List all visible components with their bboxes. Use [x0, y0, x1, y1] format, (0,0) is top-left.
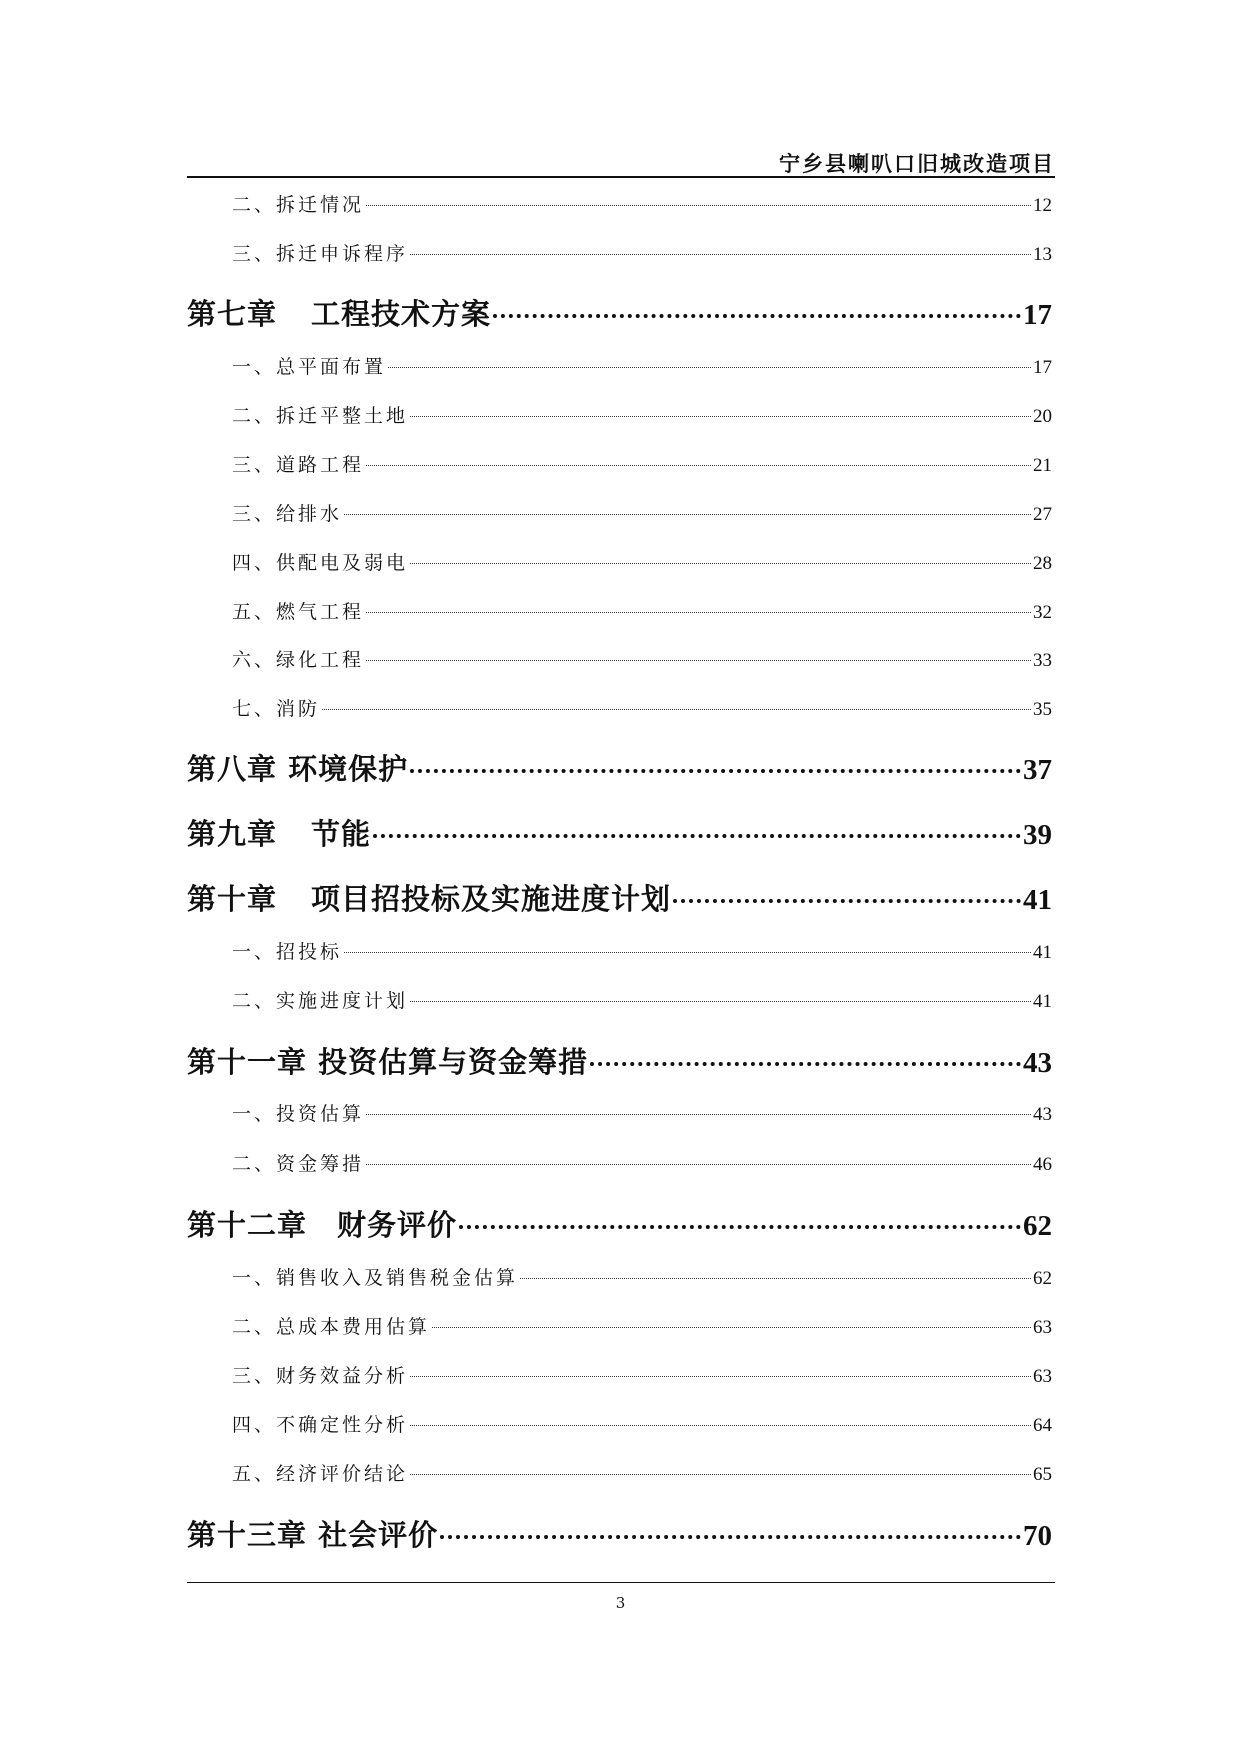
toc-entry-title: 二、拆迁平整土地 [232, 405, 409, 427]
toc-chapter-entry[interactable] [187, 812, 1052, 856]
toc-section-entry[interactable] [232, 1459, 1052, 1489]
toc-section-entry[interactable] [232, 450, 1052, 480]
toc-chapter-entry[interactable] [187, 1203, 1052, 1247]
toc-entry-title: 五、经济评价结论 [232, 1463, 409, 1485]
toc-page-number: 43 [1033, 1104, 1052, 1125]
toc-section-entry[interactable] [232, 1263, 1052, 1293]
toc-dot-leader [432, 1327, 1031, 1328]
toc-page-number: 37 [1023, 754, 1052, 786]
toc-entry-title: 工程技术方案 [311, 297, 492, 331]
toc-dot-leader [590, 1062, 1021, 1066]
toc-entry-title: 节能 [311, 817, 372, 851]
toc-page-number: 13 [1033, 244, 1052, 265]
toc-dot-leader [344, 952, 1031, 953]
header-title: 宁乡县喇叭口旧城改造项目 [779, 152, 1055, 176]
toc-page-number: 41 [1033, 942, 1052, 963]
toc-chapter-entry[interactable] [187, 877, 1052, 921]
toc-entry-title: 一、招投标 [232, 941, 343, 963]
toc-page-number: 32 [1033, 602, 1052, 623]
toc-dot-leader [440, 1535, 1021, 1539]
toc-dot-leader [366, 660, 1031, 661]
toc-entry-title: 五、燃气工程 [232, 601, 365, 623]
table-of-contents [187, 190, 1055, 1570]
toc-dot-leader [366, 1114, 1031, 1115]
toc-dot-leader [322, 709, 1031, 710]
toc-section-entry[interactable] [232, 239, 1052, 269]
toc-page-number: 64 [1033, 1415, 1052, 1436]
toc-dot-leader [366, 205, 1031, 206]
toc-section-entry[interactable] [232, 1410, 1052, 1440]
toc-chapter-label: 第七章 [187, 297, 278, 331]
toc-page-number: 70 [1023, 1520, 1052, 1552]
toc-dot-leader [373, 834, 1021, 838]
toc-section-entry[interactable] [232, 401, 1052, 431]
toc-dot-leader [410, 1425, 1031, 1426]
toc-dot-leader [410, 1001, 1031, 1002]
toc-chapter-label: 第十章 [187, 882, 278, 916]
toc-dot-leader [344, 514, 1031, 515]
toc-chapter-entry[interactable] [187, 1040, 1052, 1084]
toc-page-number: 41 [1023, 884, 1052, 916]
toc-page-number: 20 [1033, 406, 1052, 427]
toc-section-entry[interactable] [232, 548, 1052, 578]
toc-section-entry[interactable] [232, 986, 1052, 1016]
toc-page-number: 12 [1033, 195, 1052, 216]
toc-entry-title: 一、投资估算 [232, 1103, 365, 1125]
toc-page-number: 62 [1023, 1210, 1052, 1242]
toc-page-number: 39 [1023, 819, 1052, 851]
toc-dot-leader [493, 314, 1021, 318]
toc-page-number: 63 [1033, 1317, 1052, 1338]
header-rule [187, 176, 1055, 178]
toc-page-number: 65 [1033, 1464, 1052, 1485]
page-number: 3 [615, 1594, 626, 1612]
toc-entry-title: 一、销售收入及销售税金估算 [232, 1267, 519, 1289]
toc-section-entry[interactable] [232, 1099, 1052, 1129]
toc-section-entry[interactable] [232, 499, 1052, 529]
toc-entry-title: 三、拆迁申诉程序 [232, 243, 409, 265]
toc-dot-leader [366, 1164, 1031, 1165]
toc-section-entry[interactable] [232, 597, 1052, 627]
toc-section-entry[interactable] [232, 1312, 1052, 1342]
toc-entry-title: 二、拆迁情况 [232, 194, 365, 216]
toc-page-number: 27 [1033, 504, 1052, 525]
toc-entry-title: 第十三章 社会评价 [187, 1518, 439, 1552]
toc-dot-leader [410, 563, 1031, 564]
toc-entry-title: 六、绿化工程 [232, 649, 365, 671]
toc-chapter-entry[interactable] [187, 292, 1052, 336]
toc-page-number: 41 [1033, 991, 1052, 1012]
toc-entry-title: 二、总成本费用估算 [232, 1316, 431, 1338]
toc-page-number: 21 [1033, 455, 1052, 476]
toc-chapter-entry[interactable] [187, 747, 1052, 791]
toc-chapter-entry[interactable] [187, 1513, 1052, 1557]
toc-page-number: 43 [1023, 1047, 1052, 1079]
toc-entry-title: 第十二章 财务评价 [187, 1208, 458, 1242]
toc-entry-title: 二、实施进度计划 [232, 990, 409, 1012]
footer-rule [187, 1582, 1055, 1583]
toc-dot-leader [459, 1225, 1021, 1229]
toc-entry-title: 二、资金筹措 [232, 1153, 365, 1175]
toc-page-number: 17 [1023, 299, 1052, 331]
toc-dot-leader [366, 612, 1031, 613]
toc-entry-title: 三、道路工程 [232, 454, 365, 476]
toc-page-number: 17 [1033, 357, 1052, 378]
toc-dot-leader [410, 254, 1031, 255]
toc-page-number: 62 [1033, 1268, 1052, 1289]
toc-entry-title: 四、供配电及弱电 [232, 552, 409, 574]
toc-entry-title: 三、财务效益分析 [232, 1365, 409, 1387]
toc-entry-title: 四、不确定性分析 [232, 1414, 409, 1436]
toc-dot-leader [673, 899, 1021, 903]
toc-dot-leader [366, 465, 1031, 466]
toc-page-number: 35 [1033, 699, 1052, 720]
toc-entry-title: 第十一章 投资估算与资金筹措 [187, 1045, 589, 1079]
toc-dot-leader [410, 416, 1031, 417]
toc-section-entry[interactable] [232, 694, 1052, 724]
toc-page-number: 63 [1033, 1366, 1052, 1387]
toc-page-number: 46 [1033, 1154, 1052, 1175]
toc-section-entry[interactable] [232, 1361, 1052, 1391]
toc-entry-title: 一、总平面布置 [232, 356, 387, 378]
toc-dot-leader [410, 1376, 1031, 1377]
toc-page-number: 28 [1033, 553, 1052, 574]
toc-section-entry[interactable] [232, 1149, 1052, 1179]
toc-dot-leader [410, 1474, 1031, 1475]
toc-page-number: 33 [1033, 650, 1052, 671]
toc-section-entry[interactable] [232, 937, 1052, 967]
toc-entry-title: 第八章 环境保护 [187, 752, 409, 786]
toc-section-entry[interactable] [232, 645, 1052, 675]
toc-section-entry[interactable] [232, 190, 1052, 220]
toc-dot-leader [520, 1278, 1031, 1279]
toc-entry-title: 三、给排水 [232, 503, 343, 525]
toc-section-entry[interactable] [232, 352, 1052, 382]
toc-dot-leader [410, 769, 1021, 773]
toc-entry-title: 七、消防 [232, 698, 321, 720]
toc-dot-leader [388, 367, 1031, 368]
toc-entry-title: 项目招投标及实施进度计划 [311, 882, 672, 916]
toc-chapter-label: 第九章 [187, 817, 278, 851]
